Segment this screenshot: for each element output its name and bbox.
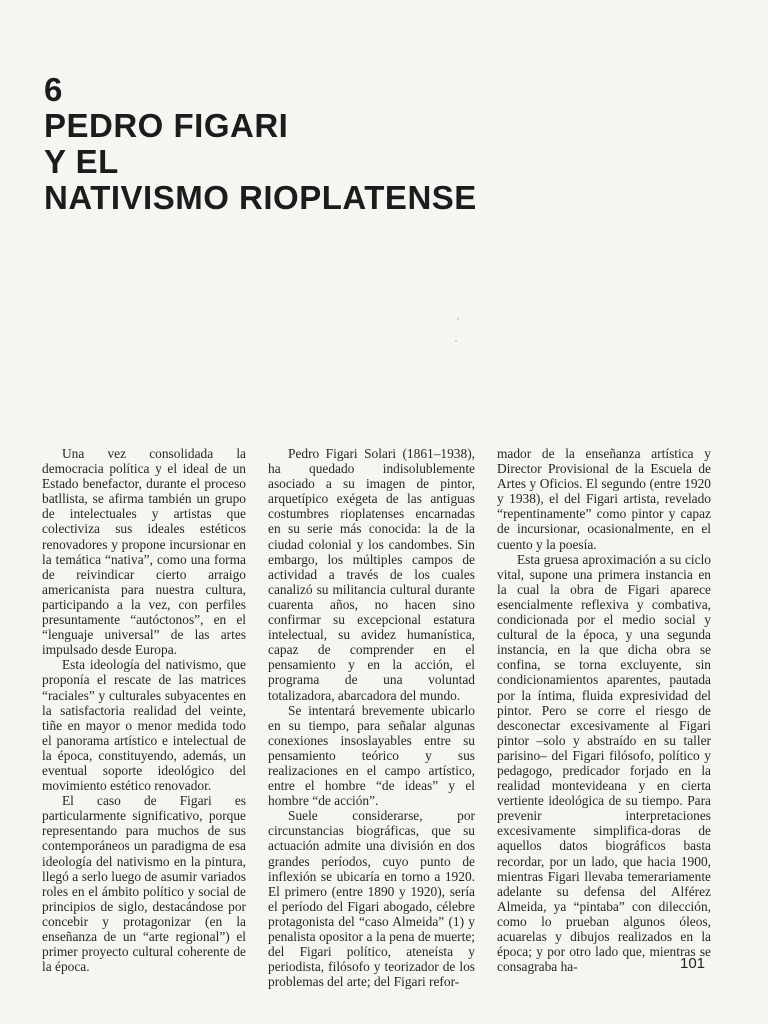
chapter-number: 6 [44, 71, 63, 108]
body-paragraph: Una vez consolidada la democracia política y el ideal de un Estado benefactor, durante el proceso batllista, se afirma también un grupo de intelectuales y artistas que colectiviza sus ideales estéticos renovadores y propone incursionar en la temática “nativa”, como una forma de reivindicar cierto arraigo americanista para nuestra cultura, participando a la vez, con perfiles presuntamente “autóctonos”, en el “lenguaje universal” de las artes impulsado desde Europa. [42, 446, 246, 658]
body-paragraph: Esta gruesa aproximación a su ciclo vital, supone una primera instancia en la cual la obra de Figari aparece esencialmente reflexiva y combativa, condicionada por el medio social y cultural de la época, y una segunda instancia, en la que dicha obra se confina, se torna excluyente, sin condicionamientos aparentes, pautada por la íntima, fluida expresividad del pintor. Pero se corre el riesgo de desconectar excesivamente al Figari pintor –solo y abstraído en su taller parisino– del Figari filósofo, político y pedagogo, predicador forjado en la realidad montevideana y en cierta vertiente ideológica de su tiempo. Para prevenir interpretaciones excesivamente simplifica-doras de aquellos datos biográficos basta recordar, por un lado, que hacia 1900, mientras Figari llevaba temerariamente adelante su defensa del Alférez Almeida, ya “pintaba” con dilección, como lo prueban algunos óleos, acuarelas y dibujos realizados en la época; y por otro lado que, mientras se consagraba ha- [497, 551, 711, 975]
scan-speck [455, 340, 457, 342]
scan-speck [457, 318, 459, 320]
body-paragraph: mador de la enseñanza artística y Director Provisional de la Escuela de Artes y Oficios. El segundo (entre 1920 y 1938), el del Figari artista, revelado “repentinamente” como pintor y capaz de incursionar, ocasionalmente, en el cuento y la poesía. [497, 446, 711, 552]
text-column-3 [497, 446, 711, 974]
text-column-1 [42, 446, 246, 974]
page-number: 101 [680, 955, 706, 972]
text-column-2 [268, 446, 475, 989]
chapter-heading [44, 72, 477, 216]
body-paragraph: Se intentará brevemente ubicarlo en su tiempo, para señalar algunas conexiones insoslayables entre su pensamiento teórico y sus realizaciones en el campo artístico, entre el hombre “de ideas” y el hombre “de acción”. [268, 702, 475, 809]
chapter-title-line: Y EL [44, 143, 119, 180]
body-paragraph: Suele considerarse, por circunstancias biográficas, que su actuación admite una división en dos grandes períodos, cuyo punto de inflexión se ubicaría en torno a 1920. El primero (entre 1890 y 1920), sería el período del Figari abogado, célebre protagonista del “caso Almeida” (1) y penalista opositor a la pena de muerte; del Figari político, ateneísta y periodista, filósofo y teorizador de los problemas del arte; del Figari refor- [268, 808, 475, 990]
body-paragraph: Pedro Figari Solari (1861–1938), ha quedado indisolublemente asociado a su imagen de pintor, arquetípico exégeta de las antiguas costumbres rioplatenses encarnadas en su serie más conocida: la de la ciudad colonial y los candombes. Sin embargo, los múltiples campos de actividad a través de los cuales canalizó su militancia cultural durante cuarenta años, no hacen sino confirmar su excepcional estatura intelectual, su avidez humanística, capaz de comprender en el pensamiento y en la acción, el programa de una voluntad totalizadora, abarcadora del mundo. [268, 446, 475, 703]
chapter-title-line: PEDRO FIGARI [44, 107, 289, 144]
body-paragraph: El caso de Figari es particularmente significativo, porque representando para muchos de sus contemporáneos un paradigma de esa ideología del nativismo en la pintura, llegó a serlo luego de asumir variados roles en el ámbito político y social de principios de siglo, destacándose por concebir y protagonizar (en la enseñanza de un “arte regional”) el primer proyecto cultural coherente de la época. [42, 793, 246, 975]
body-paragraph: Esta ideología del nativismo, que proponía el rescate de las matrices “raciales” y culturales subyacentes en la satisfactoria realidad del veinte, tiñe en mayor o menor medida todo el panorama artístico e intelectual de la época, constituyendo, además, un eventual soporte ideológico del movimiento estético renovador. [42, 657, 246, 794]
chapter-title-line: NATIVISMO RIOPLATENSE [44, 179, 477, 216]
